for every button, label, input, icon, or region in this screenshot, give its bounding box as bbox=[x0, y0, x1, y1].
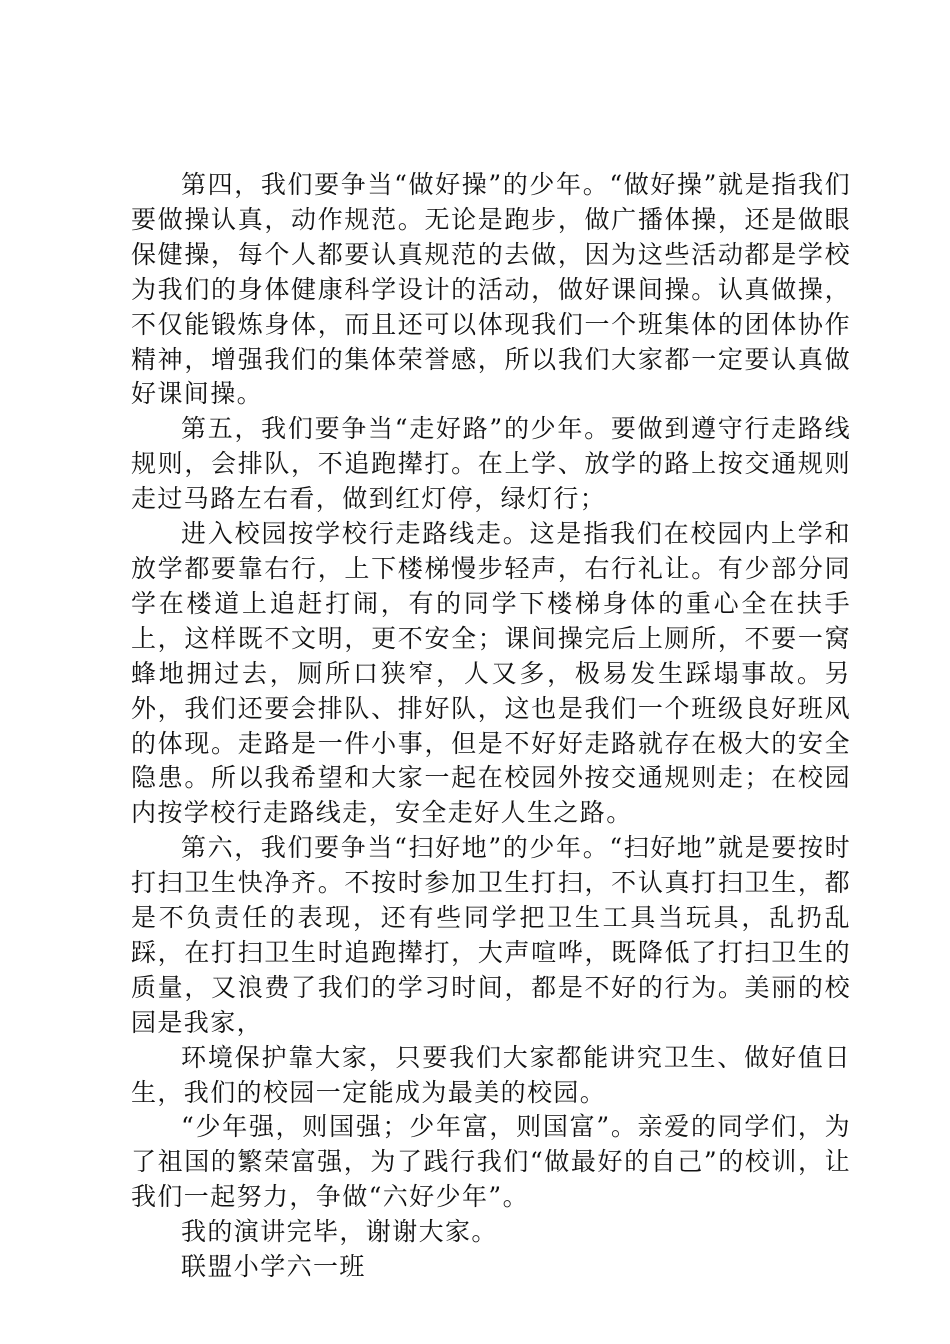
paragraph-fourth-exercise: 第四，我们要争当“做好操”的少年。“做好操”就是指我们要做操认真，动作规范。无论是跑步，做广播体操，还是做眼保健操，每个人都要认真规范的去做，因为这些活动都是学校为我们的身体健康科学设计的活动，做好课间操。认真做操，不仅能锻炼身体，而且还可以体现我们一个班集体的团体协作精神，增强我们的集体荣誉感，所以我们大家都一定要认真做好课间操。 bbox=[131, 170, 851, 409]
paragraph-youth-strong: “少年强，则国强；少年富，则国富”。亲爱的同学们，为了祖国的繁荣富强，为了践行我们“做最好的自己”的校训，让我们一起努力，争做“六好少年”。 bbox=[131, 1112, 851, 1212]
paragraph-sixth-sweeping: 第六，我们要争当“扫好地”的少年。“扫好地”就是要按时打扫卫生快净齐。不按时参加卫生打扫，不认真打扫卫生，都是不负责任的表现，还有些同学把卫生工具当玩具，乱扔乱踩，在打扫卫生时追跑撵打，大声喧哗，既降低了打扫卫生的质量，又浪费了我们的学习时间，都是不好的行为。美丽的校园是我家， bbox=[131, 833, 851, 1037]
paragraph-closing: 我的演讲完毕，谢谢大家。 bbox=[181, 1217, 498, 1247]
paragraph-campus-route: 进入校园按学校行走路线走。这是指我们在校园内上学和放学都要靠右行，上下楼梯慢步轻声，右行礼让。有少部分同学在楼道上追赶打闹，有的同学下楼梯身体的重心全在扶手上，这样既不文明，更不安全；课间操完后上厕所，不要一窝蜂地拥过去，厕所口狭窄，人又多，极易发生踩塌事故。另外，我们还要会排队、排好队，这也是我们一个班级良好班风的体现。走路是一件小事，但是不好好走路就存在极大的安全隐患。所以我希望和大家一起在校园外按交通规则走；在校园内按学校行走路线走，安全走好人生之路。 bbox=[131, 519, 851, 828]
paragraph-fifth-walking: 第五，我们要争当“走好路”的少年。要做到遵守行走路线规则，会排队，不追跑撵打。在上学、放学的路上按交通规则走过马路左右看，做到红灯停，绿灯行； bbox=[131, 414, 851, 514]
speech-body bbox=[131, 168, 851, 1285]
paragraph-environment: 环境保护靠大家，只要我们大家都能讲究卫生、做好值日生，我们的校园一定能成为最美的校园。 bbox=[131, 1042, 851, 1107]
signature-class: 联盟小学六一班 bbox=[181, 1252, 366, 1282]
